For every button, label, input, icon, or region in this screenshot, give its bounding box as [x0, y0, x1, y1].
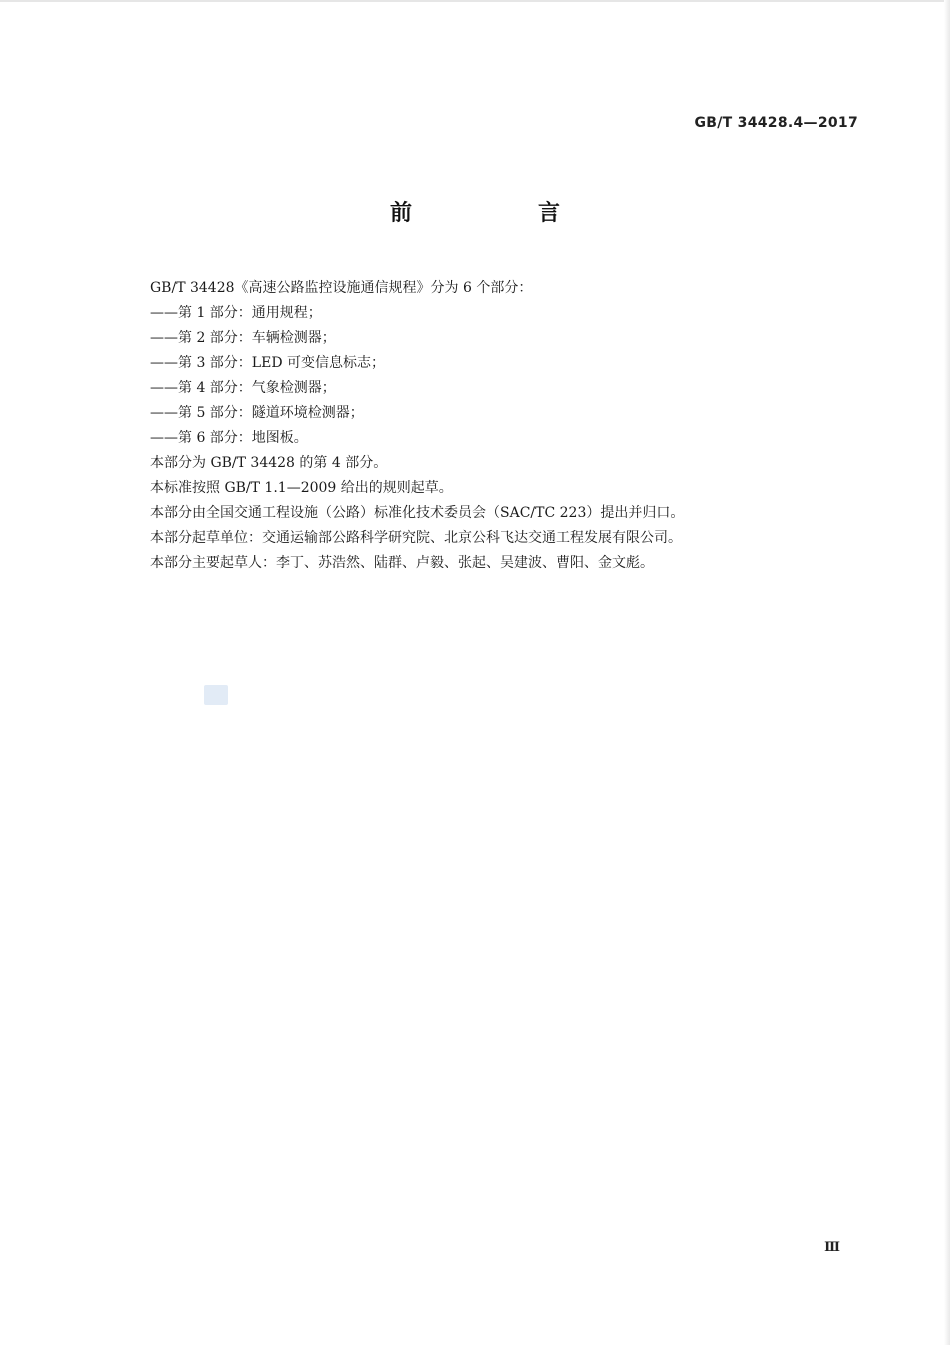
paragraph-drafters: 本部分主要起草人：李丁、苏浩然、陆群、卢毅、张起、吴建波、曹阳、金文彪。 — [150, 555, 654, 571]
list-item-part-6: ——第 6 部分：地图板。 — [150, 430, 308, 446]
page-number: Ⅲ — [824, 1240, 840, 1255]
paragraph-intro: GB/T 34428《高速公路监控设施通信规程》分为 6 个部分： — [150, 280, 533, 296]
paragraph-part-statement: 本部分为 GB/T 34428 的第 4 部分。 — [150, 455, 388, 471]
list-item-part-3: ——第 3 部分：LED 可变信息标志； — [150, 355, 385, 371]
list-item-part-2: ——第 2 部分：车辆检测器； — [150, 330, 336, 346]
foreword-body — [150, 276, 870, 576]
paragraph-drafting-units: 本部分起草单位：交通运输部公路科学研究院、北京公科飞达交通工程发展有限公司。 — [150, 530, 682, 546]
list-item-part-5: ——第 5 部分：隧道环境检测器； — [150, 405, 364, 421]
faint-stamp-mark — [204, 685, 228, 705]
standard-code: GB/T 34428.4—2017 — [694, 115, 858, 131]
paragraph-drafting-rules: 本标准按照 GB/T 1.1—2009 给出的规则起草。 — [150, 480, 453, 496]
paragraph-proposer: 本部分由全国交通工程设施（公路）标准化技术委员会（SAC/TC 223）提出并归口。 — [150, 505, 685, 521]
page-top-border — [0, 0, 950, 2]
list-item-part-4: ——第 4 部分：气象检测器； — [150, 380, 336, 396]
page-title: 前 言 — [389, 201, 612, 226]
list-item-part-1: ——第 1 部分：通用规程； — [150, 305, 322, 321]
